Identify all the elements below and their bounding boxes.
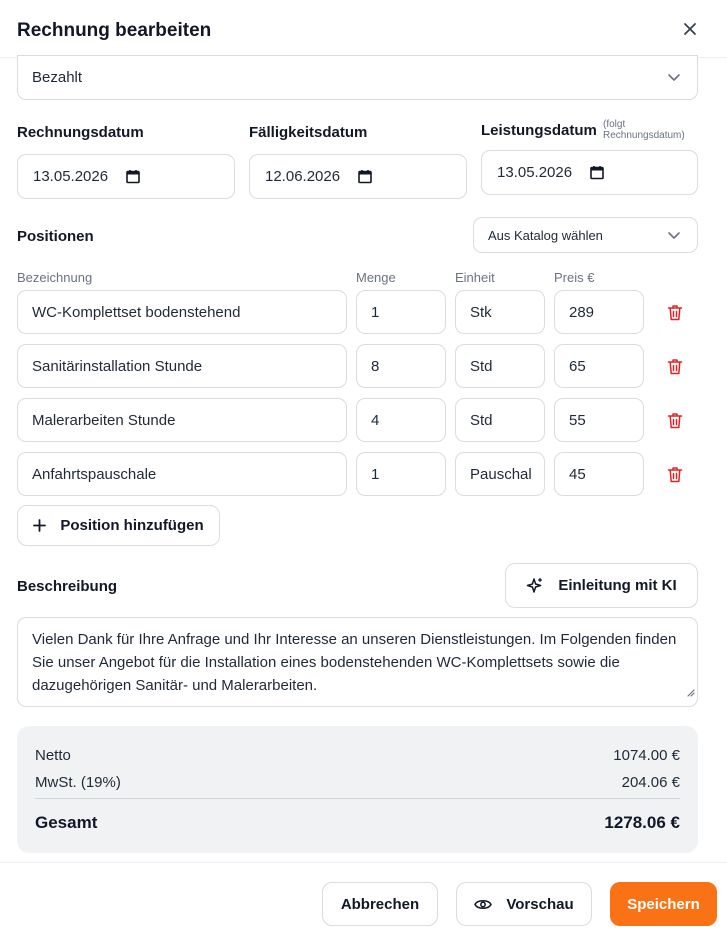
position-unit-input[interactable] bbox=[455, 398, 545, 442]
catalog-select[interactable] bbox=[473, 217, 698, 253]
position-price-value: 45 bbox=[569, 465, 586, 483]
column-header-qty: Menge bbox=[356, 270, 396, 285]
position-unit-value: Stk bbox=[470, 303, 492, 321]
service-date-note-line2: Rechnungsdatum) bbox=[603, 130, 685, 141]
description-text: Vielen Dank für Ihre Anfrage und Ihr Interesse an unseren Dienstleistungen. Im Folgenden finden Sie unser Angebot für die Installation eines bodenstehenden WC-Komplettsets sowie die dazugehörigen Sanitär- und Malerarbeiten. bbox=[32, 631, 677, 694]
trash-icon[interactable] bbox=[664, 409, 686, 431]
position-price-input[interactable] bbox=[554, 452, 644, 496]
vat-value: 204.06 € bbox=[621, 774, 680, 791]
save-label: Speichern bbox=[627, 895, 700, 913]
position-unit-value: Std bbox=[470, 357, 493, 375]
position-qty-input[interactable] bbox=[356, 452, 446, 496]
column-header-unit: Einheit bbox=[455, 270, 495, 285]
position-unit-input[interactable] bbox=[455, 452, 545, 496]
position-unit-input[interactable] bbox=[455, 290, 545, 334]
service-date-value: 13.05.2026 bbox=[497, 164, 573, 181]
position-name-input[interactable] bbox=[17, 344, 347, 388]
trash-icon[interactable] bbox=[664, 355, 686, 377]
service-date-input[interactable] bbox=[481, 150, 698, 195]
position-qty-value: 1 bbox=[371, 303, 380, 321]
totals-summary bbox=[17, 726, 698, 853]
due-date-label: Fälligkeitsdatum bbox=[249, 124, 368, 141]
position-price-value: 55 bbox=[569, 411, 586, 429]
cancel-button[interactable] bbox=[322, 882, 438, 926]
service-date-note bbox=[603, 119, 685, 141]
preview-button[interactable] bbox=[456, 882, 592, 926]
cancel-label: Abbrechen bbox=[340, 895, 420, 913]
position-name-value: Sanitärinstallation Stunde bbox=[32, 357, 203, 375]
position-qty-value: 1 bbox=[371, 465, 380, 483]
service-date-label: Leistungsdatum bbox=[481, 122, 597, 139]
due-date-value: 12.06.2026 bbox=[265, 168, 341, 185]
position-qty-input[interactable] bbox=[356, 290, 446, 334]
position-qty-value: 8 bbox=[371, 357, 380, 375]
position-unit-value: Pauschal bbox=[470, 465, 532, 483]
trash-icon[interactable] bbox=[664, 301, 686, 323]
position-qty-input[interactable] bbox=[356, 398, 446, 442]
position-name-value: Anfahrtspauschale bbox=[32, 465, 157, 483]
eye-icon bbox=[474, 898, 492, 911]
calendar-icon[interactable] bbox=[358, 169, 372, 184]
due-date-input[interactable] bbox=[249, 154, 467, 199]
add-position-button[interactable] bbox=[17, 505, 220, 546]
description-textarea[interactable] bbox=[17, 617, 698, 707]
chevron-down-icon bbox=[667, 69, 681, 86]
calendar-icon[interactable] bbox=[126, 169, 140, 184]
vat-label: MwSt. (19%) bbox=[35, 774, 121, 791]
ai-intro-button[interactable] bbox=[505, 563, 698, 608]
position-unit-input[interactable] bbox=[455, 344, 545, 388]
add-position-label: Position hinzufügen bbox=[60, 517, 204, 534]
total-row bbox=[35, 813, 680, 833]
position-qty-input[interactable] bbox=[356, 344, 446, 388]
calendar-icon[interactable] bbox=[590, 165, 604, 180]
positions-label: Positionen bbox=[17, 228, 94, 245]
column-header-name: Bezeichnung bbox=[17, 270, 93, 285]
position-name-value: WC-Komplettset bodenstehend bbox=[32, 303, 241, 321]
dialog-footer bbox=[0, 862, 727, 932]
position-price-value: 289 bbox=[569, 303, 595, 321]
position-name-input[interactable] bbox=[17, 398, 347, 442]
position-price-input[interactable] bbox=[554, 398, 644, 442]
position-unit-value: Std bbox=[470, 411, 493, 429]
resize-handle-icon[interactable] bbox=[686, 681, 695, 704]
invoice-date-value: 13.05.2026 bbox=[33, 168, 109, 185]
plus-icon bbox=[33, 519, 46, 532]
vat-row bbox=[35, 774, 680, 791]
status-select[interactable] bbox=[17, 55, 698, 100]
position-price-value: 65 bbox=[569, 357, 586, 375]
position-name-input[interactable] bbox=[17, 290, 347, 334]
position-price-input[interactable] bbox=[554, 344, 644, 388]
save-button[interactable] bbox=[610, 882, 717, 926]
preview-label: Vorschau bbox=[506, 895, 574, 913]
invoice-date-label: Rechnungsdatum bbox=[17, 124, 144, 141]
description-label: Beschreibung bbox=[17, 578, 118, 595]
service-date-note-line1: (folgt bbox=[603, 119, 626, 130]
catalog-select-value: Aus Katalog wählen bbox=[488, 227, 603, 243]
close-icon[interactable] bbox=[679, 18, 701, 40]
position-name-input[interactable] bbox=[17, 452, 347, 496]
total-label: Gesamt bbox=[35, 813, 98, 832]
net-row bbox=[35, 747, 680, 764]
status-select-value: Bezahlt bbox=[32, 69, 83, 86]
sparkle-icon bbox=[526, 577, 544, 595]
ai-intro-label: Einleitung mit KI bbox=[558, 577, 677, 594]
total-value: 1278.06 € bbox=[604, 813, 680, 832]
dialog-header bbox=[0, 0, 727, 58]
position-name-value: Malerarbeiten Stunde bbox=[32, 411, 176, 429]
net-label: Netto bbox=[35, 747, 71, 764]
trash-icon[interactable] bbox=[664, 463, 686, 485]
invoice-date-input[interactable] bbox=[17, 154, 235, 199]
summary-divider bbox=[35, 798, 680, 799]
chevron-down-icon bbox=[667, 228, 681, 243]
column-header-price: Preis € bbox=[554, 270, 595, 285]
position-price-input[interactable] bbox=[554, 290, 644, 334]
position-qty-value: 4 bbox=[371, 411, 380, 429]
dialog-title: Rechnung bearbeiten bbox=[17, 20, 212, 41]
net-value: 1074.00 € bbox=[613, 747, 680, 764]
